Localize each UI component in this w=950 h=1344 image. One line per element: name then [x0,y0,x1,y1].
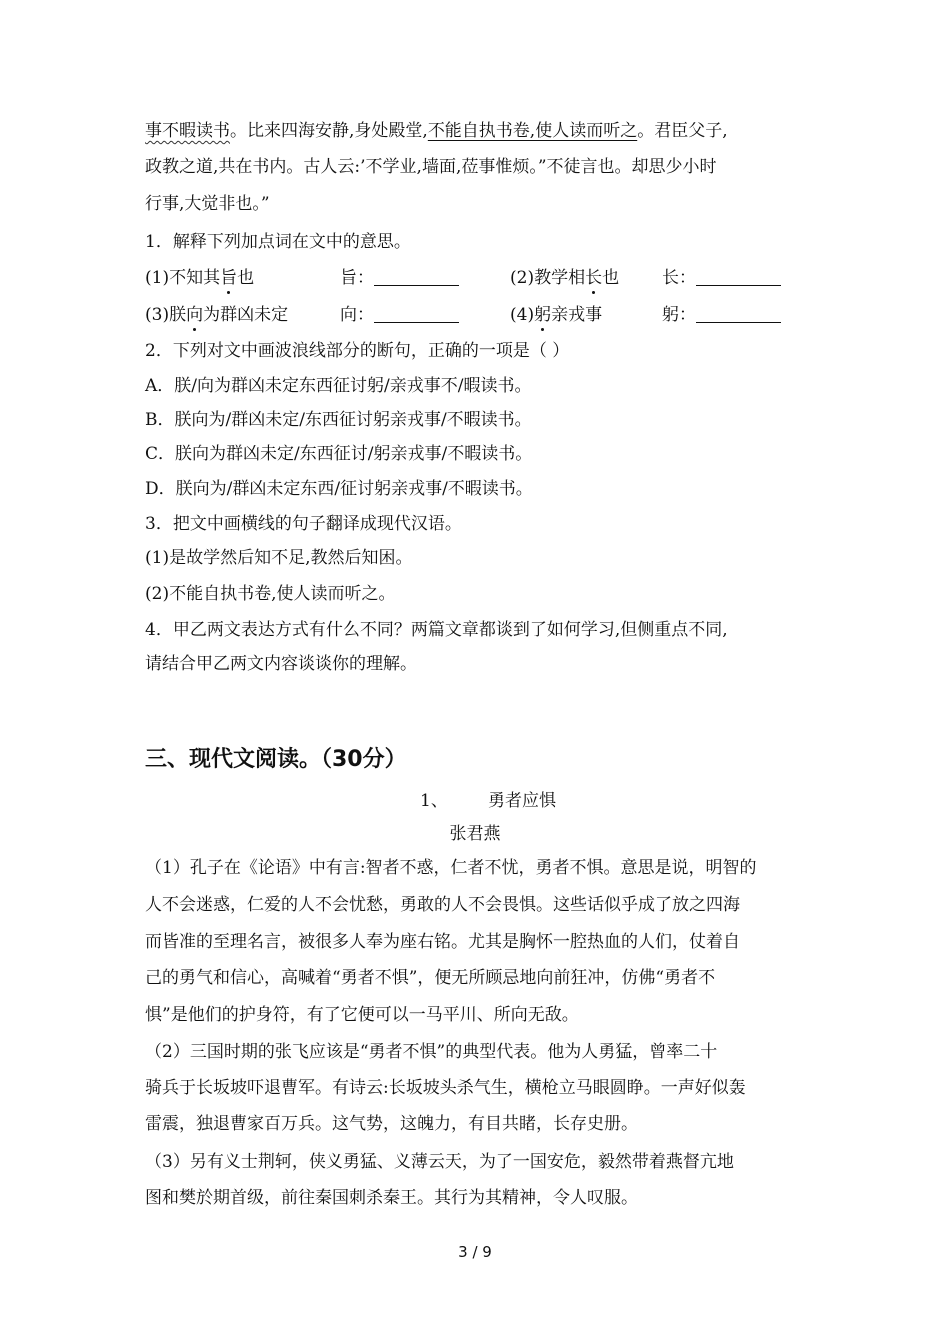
dotted-word: 向 [186,305,204,325]
paragraph-line: （2）三国时期的张飞应该是“勇者不惧”的典型代表。他为人勇猛，曾率二十 [145,1042,718,1062]
paragraph-line: 雷震，独退曹家百万兵。这气势，这魄力，有目共睹，长存史册。 [145,1114,638,1134]
q3-item-1: (1)是故学然后知不足,教然后知困。 [145,548,413,568]
wavy-underlined-text: 事不暇读书 [145,121,230,141]
underlined-sentence: 不能自执书卷,使人读而听之 [427,121,638,141]
paragraph-line: （3）另有义士荆轲，侠义勇猛、义薄云天，为了一国安危，毅然带着燕督亢地 [145,1152,734,1172]
q1-answer-1: 旨： [340,266,459,290]
q2-option-c: C．朕向为群凶未定/东西征讨/躬亲戎事/不暇读书。 [145,444,533,464]
q1-item-3: (3)朕向为群凶未定 [145,305,289,325]
q1-answer-2: 长： [662,266,781,290]
q3-item-2: (2)不能自执书卷,使人读而听之。 [145,584,396,604]
passage-line-2: 政教之道,共在书内。古人云:’不学业,墙面,莅事惟烦。”不徒言也。却思少小时 [145,157,717,177]
q2-option-d: D．朕向为/群凶未定东西/征讨躬亲戎事/不暇读书。 [145,479,533,499]
q1-item-2: (2)教学相长也 [510,268,620,288]
article-author: 张君燕 [449,824,501,844]
question-4-line-1: 4．甲乙两文表达方式有什么不同？两篇文章都谈到了如何学习,但侧重点不同, [145,620,728,640]
q1-item-4: (4)躬亲戎事 [510,305,603,325]
passage-line-3: 行事,大觉非也。” [145,194,270,214]
answer-blank[interactable] [374,304,459,323]
article-title-number: 1、 [420,791,448,811]
passage-line-1: 事不暇读书。比来四海安静,身处殿堂,不能自执书卷,使人读而听之。君臣父子, [145,121,728,141]
paragraph-line: 惧”是他们的护身符，有了它便可以一马平川、所向无敌。 [145,1005,579,1025]
answer-blank[interactable] [374,267,459,286]
dotted-word: 长 [585,268,603,288]
paragraph-line: 人不会迷惑，仁爱的人不会忧愁，勇敢的人不会畏惧。这些话似乎成了放之四海 [145,895,740,915]
question-2-stem: 2．下列对文中画波浪线部分的断句，正确的一项是（ ） [145,341,570,361]
answer-blank[interactable] [696,267,781,286]
paragraph-line: 骑兵于长坂坡吓退曹军。有诗云:长坂坡头杀气生，横枪立马眼圆睁。一声好似轰 [145,1078,746,1098]
paragraph-line: 己的勇气和信心，高喊着“勇者不惧”，便无所顾忌地向前狂冲，仿佛“勇者不 [145,968,716,988]
paragraph-line: （1）孔子在《论语》中有言:智者不惑，仁者不忧，勇者不惧。意思是说，明智的 [145,858,757,878]
q1-answer-4: 躬： [662,303,781,327]
question-4-line-2: 请结合甲乙两文内容谈谈你的理解。 [145,654,417,674]
answer-blank[interactable] [696,304,781,323]
q1-answer-3: 向： [340,303,459,327]
dotted-word: 躬 [534,305,552,325]
q1-item-1: (1)不知其旨也 [145,268,255,288]
paragraph-line: 而皆准的至理名言，被很多人奉为座右铭。尤其是胸怀一腔热血的人们，仗着自 [145,932,740,952]
question-1-stem: 1．解释下列加点词在文中的意思。 [145,232,411,252]
page-number: 3 / 9 [458,1243,492,1261]
paragraph-line: 图和樊於期首级，前往秦国刺杀秦王。其行为其精神，令人叹服。 [145,1188,638,1208]
question-3-stem: 3．把文中画横线的句子翻译成现代汉语。 [145,514,462,534]
q2-option-b: B．朕向为/群凶未定/东西征讨躬亲戎事/不暇读书。 [145,410,532,430]
q2-option-a: A．朕/向为群凶未定东西征讨躬/亲戎事不/暇读书。 [145,376,532,396]
section-heading: 三、现代文阅读。（30分） [145,747,407,772]
article-title: 勇者应惧 [488,791,556,811]
dotted-word: 旨 [220,268,238,288]
